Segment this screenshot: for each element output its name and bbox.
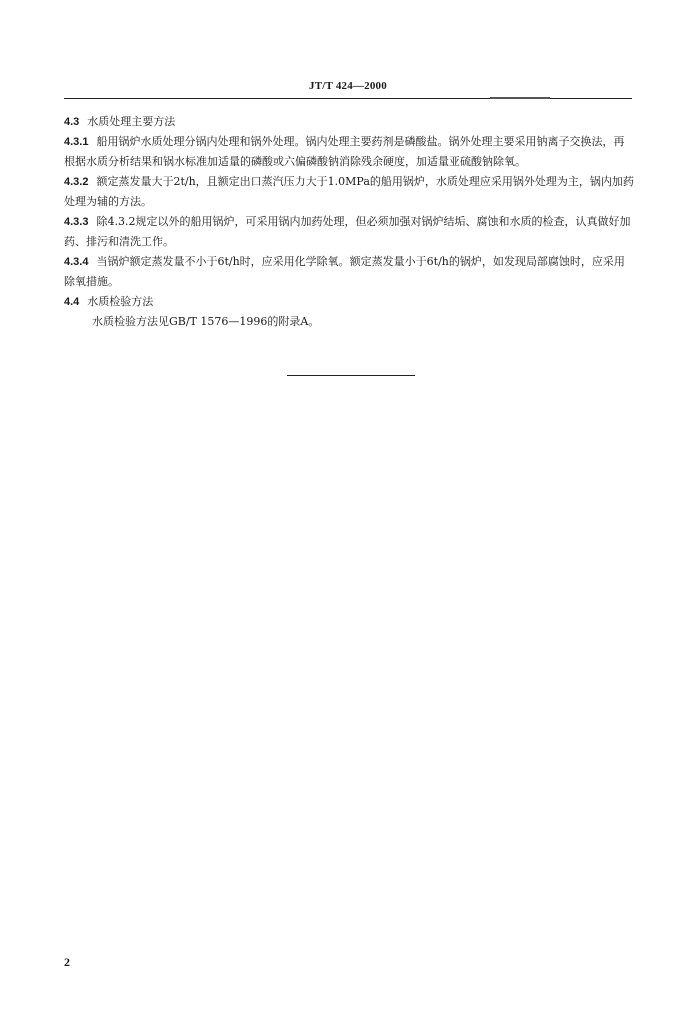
document-body	[64, 112, 634, 332]
page-number: 2	[64, 955, 70, 969]
section-title: 水质处理主要方法	[87, 115, 176, 128]
document-code-header: JT/T 424—2000	[309, 80, 387, 92]
clause-text: 除4.3.2规定以外的船用锅炉，可采用锅内加药处理，但必须加强对锅炉结垢、腐蚀和水质的检查，认真做好加药、排污和清洗工作。	[64, 215, 631, 248]
clause-number: 4.3.1	[64, 136, 89, 148]
section-number: 4.4	[64, 296, 80, 308]
paragraph-4-4: 水质检验方法见GB/T 1576—1996的附录A。	[92, 315, 320, 328]
clause-text: 船用锅炉水质处理分锅内处理和锅外处理。锅内处理主要药剂是磷酸盐。锅外处理主要采用钠离子交换法，再根据水质分析结果和锅水标准加适量的磷酸或六偏磷酸钠消除残余硬度，加适量亚硫酸钠除氧。	[64, 135, 625, 168]
header-rule-mark	[490, 97, 550, 99]
section-number: 4.3	[64, 116, 80, 128]
clause-text: 额定蒸发量大于2t/h，且额定出口蒸汽压力大于1.0MPa的船用锅炉，水质处理应采用锅外处理为主，锅内加药处理为辅的方法。	[64, 175, 634, 208]
clause-4-3-3	[64, 212, 634, 252]
section-heading-4-3	[64, 112, 634, 132]
end-of-text-rule	[287, 375, 415, 376]
clause-number: 4.3.3	[64, 216, 89, 228]
section-title: 水质检验方法	[87, 295, 154, 308]
clause-text: 当锅炉额定蒸发量不小于6t/h时，应采用化学除氧。额定蒸发量小于6t/h的锅炉，如发现局部腐蚀时，应采用除氧措施。	[64, 255, 625, 288]
clause-number: 4.3.4	[64, 256, 89, 268]
clause-4-3-1	[64, 132, 634, 172]
clause-4-3-2	[64, 172, 634, 212]
clause-4-3-4	[64, 252, 634, 292]
section-heading-4-4	[64, 292, 634, 312]
clause-number: 4.3.2	[64, 176, 89, 188]
